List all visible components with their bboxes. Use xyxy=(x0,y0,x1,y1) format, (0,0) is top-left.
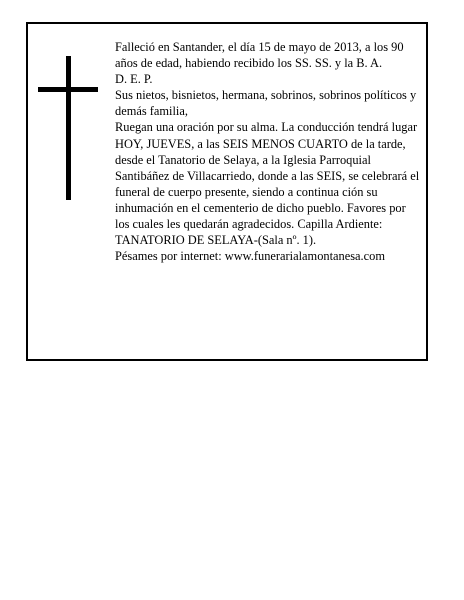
family-paragraph: Sus nietos, bisnietos, hermana, sobrinos, sobrinos políticos y demás familia, xyxy=(115,88,417,119)
cross-horizontal-bar xyxy=(38,87,98,92)
cross-vertical-bar xyxy=(66,56,71,200)
rip-paragraph: D. E. P. xyxy=(115,72,153,87)
death-announcement-paragraph: Falleció en Santander, el día 15 de mayo de 2013, a los 90 años de edad, habiendo recibido los SS. SS. y la B. A. xyxy=(115,40,404,71)
obituary-notice xyxy=(26,22,428,361)
latin-cross-icon xyxy=(38,56,98,200)
obituary-text xyxy=(115,39,423,264)
funeral-details-paragraph: Ruegan una oración por su alma. La conducción tendrá lugar HOY, JUEVES, a las SEIS MENOS CUARTO de la tarde, desde el Tanatorio de Selaya, a la Iglesia Parroquial Santibáñez de Villacarriedo, donde a las SEIS, se celebrará el funeral de cuerpo presente, siendo a continua ción su inhumación en el cementerio de dicho pueblo. Favores por los cuales les quedarán agradecidos. Capilla Ardiente: TANATORIO DE SELAYA-(Sala nº. 1). xyxy=(115,120,420,248)
condolences-paragraph: Pésames por internet: www.funerarialamontanesa.com xyxy=(115,249,385,264)
